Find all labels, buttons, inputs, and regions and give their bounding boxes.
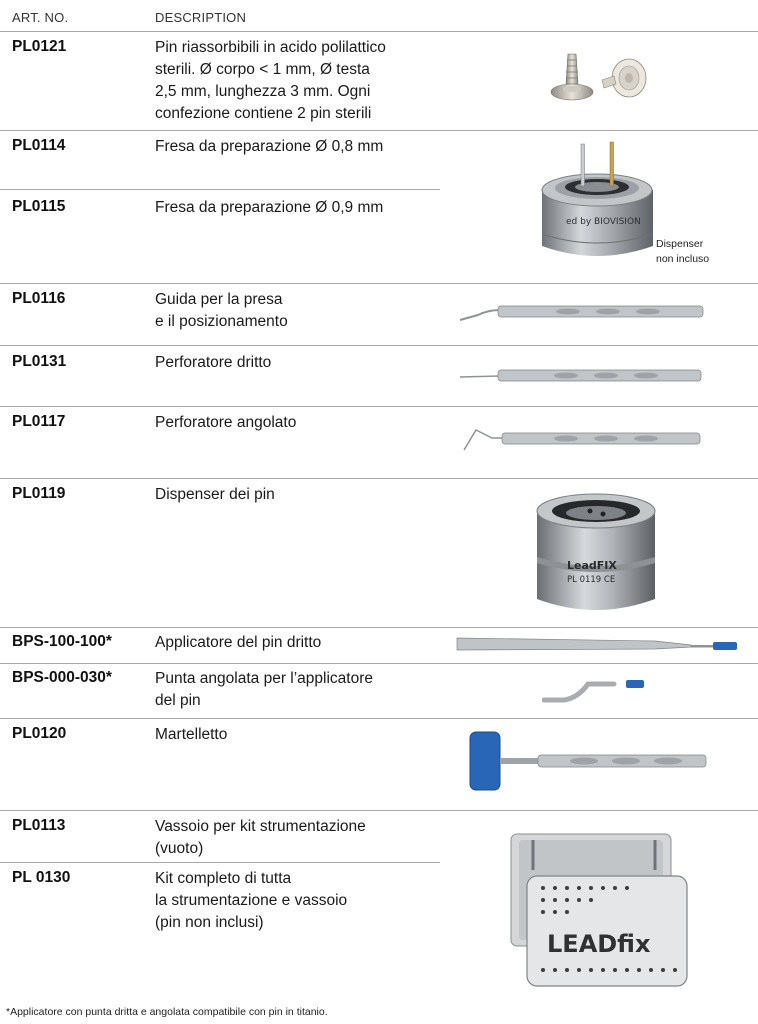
pin-dispenser-image: [533, 487, 659, 615]
header-art-no: ART. NO.: [12, 10, 69, 25]
straight-perforator-image: [458, 366, 708, 386]
art-description: Perforatore angolato: [155, 414, 297, 431]
art-code: PL0121: [12, 38, 67, 55]
art-description: Dispenser dei pin: [155, 486, 275, 503]
art-code: PL0116: [12, 290, 66, 307]
art-description: Applicatore del pin dritto: [155, 634, 322, 651]
art-code: PL0117: [12, 413, 66, 430]
divider: [0, 627, 758, 628]
divider: [0, 718, 758, 719]
divider: [0, 810, 758, 811]
art-description: Pin riassorbibili in acido polilattico sterili. Ø corpo < 1 mm, Ø testa 2,5 mm, lunghezza 3 mm. Ogni confezione contiene 2 pin sterili: [155, 39, 386, 122]
divider: [0, 862, 440, 863]
tray-brand: LEADfix: [547, 930, 651, 958]
art-code: PL0131: [12, 353, 67, 370]
drill-dispenser-label: ed by BIOVISION: [566, 217, 641, 227]
divider: [0, 283, 758, 284]
divider: [0, 189, 440, 190]
divider: [0, 130, 758, 131]
resorbable-pins-image: [540, 48, 660, 112]
hammer-image: [466, 730, 710, 794]
art-description: Vassoio per kit strumentazione (vuoto): [155, 818, 366, 857]
art-description: Guida per la presa e il posizionamento: [155, 291, 288, 330]
footnote: *Applicatore con punta dritta e angolata compatibile con pin in titanio.: [6, 1006, 328, 1018]
pin-dispenser-code: PL 0119 CE: [567, 575, 616, 585]
art-code: PL0113: [12, 817, 66, 834]
dispenser-note: Dispenser non incluso: [656, 238, 710, 265]
divider: [0, 345, 758, 346]
art-description: Fresa da preparazione Ø 0,8 mm: [155, 138, 384, 155]
art-code: PL0115: [12, 198, 66, 215]
art-code: PL 0130: [12, 869, 71, 886]
divider: [0, 406, 758, 407]
art-code: PL0114: [12, 137, 66, 154]
art-description: Perforatore dritto: [155, 354, 272, 371]
art-code: PL0120: [12, 725, 67, 742]
instrument-tray-image: [505, 830, 691, 990]
guide-instrument-image: [458, 298, 708, 326]
divider: [0, 478, 758, 479]
art-description: Kit completo di tutta la strumentazione e vassoio (pin non inclusi): [155, 870, 348, 931]
divider: [0, 31, 758, 32]
angled-perforator-image: [462, 422, 707, 454]
art-description: Fresa da preparazione Ø 0,9 mm: [155, 199, 384, 216]
angled-tip-image: [542, 676, 648, 706]
pin-dispenser-brand: LeadFIX: [567, 559, 617, 572]
drill-dispenser-image: [540, 138, 655, 264]
art-code: BPS-000-030*: [12, 669, 112, 686]
straight-applicator-image: [455, 632, 741, 656]
art-description: Punta angolata per l’applicatore del pin: [155, 670, 374, 709]
art-code: BPS-100-100*: [12, 633, 112, 650]
header-description: DESCRIPTION: [155, 10, 247, 25]
art-description: Martelletto: [155, 726, 228, 743]
divider: [0, 663, 758, 664]
art-code: PL0119: [12, 485, 66, 502]
